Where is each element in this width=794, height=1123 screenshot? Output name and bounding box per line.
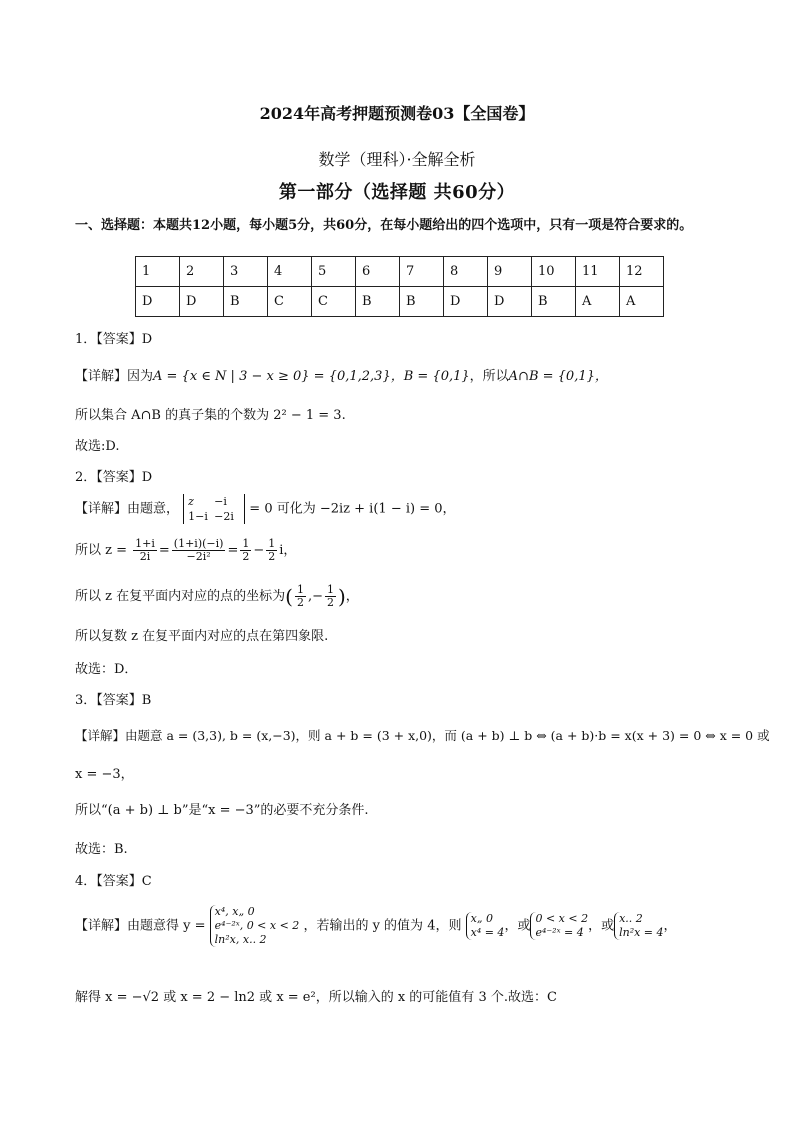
q2-line4: 所以复数 z 在复平面内对应的点在第四象限. [75,629,329,644]
table-cell: 2 [180,257,224,287]
table-cell: 12 [620,257,664,287]
table-cell: 7 [400,257,444,287]
fraction-denominator: 2 [296,596,304,609]
table-cell: 11 [576,257,620,287]
q1-then: ，所以 [469,369,509,384]
q4-line2: 解得 x = −√2 或 x = 2 − ln2 或 x = e²，所以输入的 x 的可能值有 3 个.故选：C [75,990,557,1005]
det-cell: −i [214,495,227,508]
exam-subtitle: 数学（理科）·全解全析 [318,150,476,169]
q2-det-equation: = 0 可化为 −2iz + i(1 − i) = 0， [249,501,456,517]
fraction-denominator: 2i [139,550,151,563]
q3-line1: 【详解】由题意 a = (3,3), b = (x,−3)，则 a + b = (3 + x,0)，而 (a + b) ⊥ b ⇔ (a + b)·b = x(x + 3) = 0 ⇔ x = 0 或 [75,728,770,743]
table-cell: 1 [136,257,180,287]
fraction-numerator: (1+i)(−i) [173,537,224,550]
q1-line2: 所以集合 A∩B 的真子集的个数为 2² − 1 = 3. [75,408,346,423]
answer-table [135,256,664,317]
table-cell: C [312,287,356,317]
table-cell: B [224,287,268,317]
section-instructions: 一、选择题：本题共12小题，每小题5分，共60分，在每小题给出的四个选项中，只有一项是符合要求的。 [75,218,693,233]
piecewise-case: x⁴, x„ 0 [214,905,255,918]
q4-detail [75,905,677,947]
condition-system [530,912,588,940]
q1-answer: 1．【答案】D [75,332,153,347]
fraction-denominator: −2i² [186,550,211,563]
section-heading: 第一部分（选择题 共60分） [278,182,516,203]
table-cell: D [488,287,532,317]
q4-answer: 4．【答案】C [75,874,152,889]
q1-set-b: ，B = {0,1} [390,369,470,384]
table-cell: B [400,287,444,317]
q2-detail-prefix: 【详解】由题意， [75,501,180,517]
q1-detail-prefix: 【详解】因为 [75,369,154,384]
table-cell: B [356,287,400,317]
q1-choice: 故选:D. [75,439,120,454]
table-cell: D [444,287,488,317]
fraction-numerator: 1+i [135,537,155,550]
q2-line3-tail: ， [345,589,359,604]
condition-system [614,912,663,940]
table-cell: 4 [268,257,312,287]
det-cell: z [188,495,194,508]
q1-intersect: A∩B = {0,1}， [508,369,608,384]
fraction-numerator: 1 [296,583,304,596]
q2-choice: 故选：D． [75,662,138,677]
q2-answer: 2．【答案】D [75,470,153,485]
table-cell: D [180,287,224,317]
or-text: ，或 [504,918,531,934]
right-paren: ) [337,584,346,609]
q1-detail [75,365,608,384]
separator: ,− [307,589,323,604]
exam-title: 2024年高考押题预测卷03【全国卷】 [259,104,535,123]
answer-table-number-row [136,257,664,287]
fraction [295,584,306,609]
q3-line2: x = −3， [75,767,134,782]
q2-detail [75,494,456,524]
table-cell: 10 [532,257,576,287]
condition-system [466,912,505,940]
q4-detail-prefix: 【详解】由题意得 y = [75,918,206,934]
fraction-numerator: 1 [326,583,334,596]
q4-tail: ， [663,918,677,934]
q3-choice: 故选：B. [75,842,128,857]
piecewise-function [210,905,300,947]
fraction-numerator: 1 [268,537,276,550]
table-cell: B [532,287,576,317]
system-line: ln²x = 4 [619,926,664,939]
table-cell: 9 [488,257,532,287]
fraction-denominator: 2 [268,550,276,563]
table-cell: A [620,287,664,317]
q3-line3: 所以“(a + b) ⊥ b”是“x = −3”的必要不充分条件. [75,803,369,818]
table-cell: D [136,287,180,317]
table-cell: C [268,287,312,317]
system-line: x„ 0 [470,912,494,925]
system-line: e⁴⁻²ˣ = 4 [535,926,584,939]
fraction [172,538,226,563]
system-line: x⁴ = 4 [470,926,505,939]
table-cell: 5 [312,257,356,287]
q2-determinant [183,494,245,524]
table-cell: 8 [444,257,488,287]
table-cell: 3 [224,257,268,287]
system-line: x.. 2 [619,912,643,925]
q2-line2: 所以 z = $\frac{1+i}{2i}$ = $\frac{(1+i)(-i)}{\text{−2i²}}$ = $\frac{1}{2}$ − $\frac{1}{2}$ i， [75,537,297,563]
q1-set-a: A = {x ∈ N | 3 − x ≥ 0} = {0,1,2,3} [153,369,391,384]
det-cell: −2i [214,510,234,523]
fraction-numerator: 1 [242,537,250,550]
left-paren: ( [285,584,293,609]
q2-line3-prefix: 所以 z 在复平面内对应的点的坐标为 [75,589,286,604]
or-text: ，或 [588,918,615,934]
det-cell: 1−i [188,510,208,523]
fraction-denominator: 2 [326,596,334,609]
system-line: 0 < x < 2 [535,912,589,925]
q2-line2-prefix: 所以 z = [75,543,128,558]
minus-sign: − [253,543,265,558]
q2-line3 [75,584,359,609]
piecewise-case: e⁴⁻²ˣ, 0 < x < 2 [214,919,300,932]
table-cell: A [576,287,620,317]
piecewise-case: ln²x, x.. 2 [214,933,267,946]
table-cell: 6 [356,257,400,287]
q2-line2-tail: i， [279,543,297,558]
fraction [133,538,157,563]
q4-mid-text: ，若输出的 y 的值为 4，则 [303,918,462,934]
fraction [266,538,277,563]
fraction [240,538,251,563]
answer-table-answer-row [136,287,664,317]
fraction-denominator: 2 [242,550,250,563]
q3-answer: 3．【答案】B [75,693,152,708]
fraction [325,584,336,609]
